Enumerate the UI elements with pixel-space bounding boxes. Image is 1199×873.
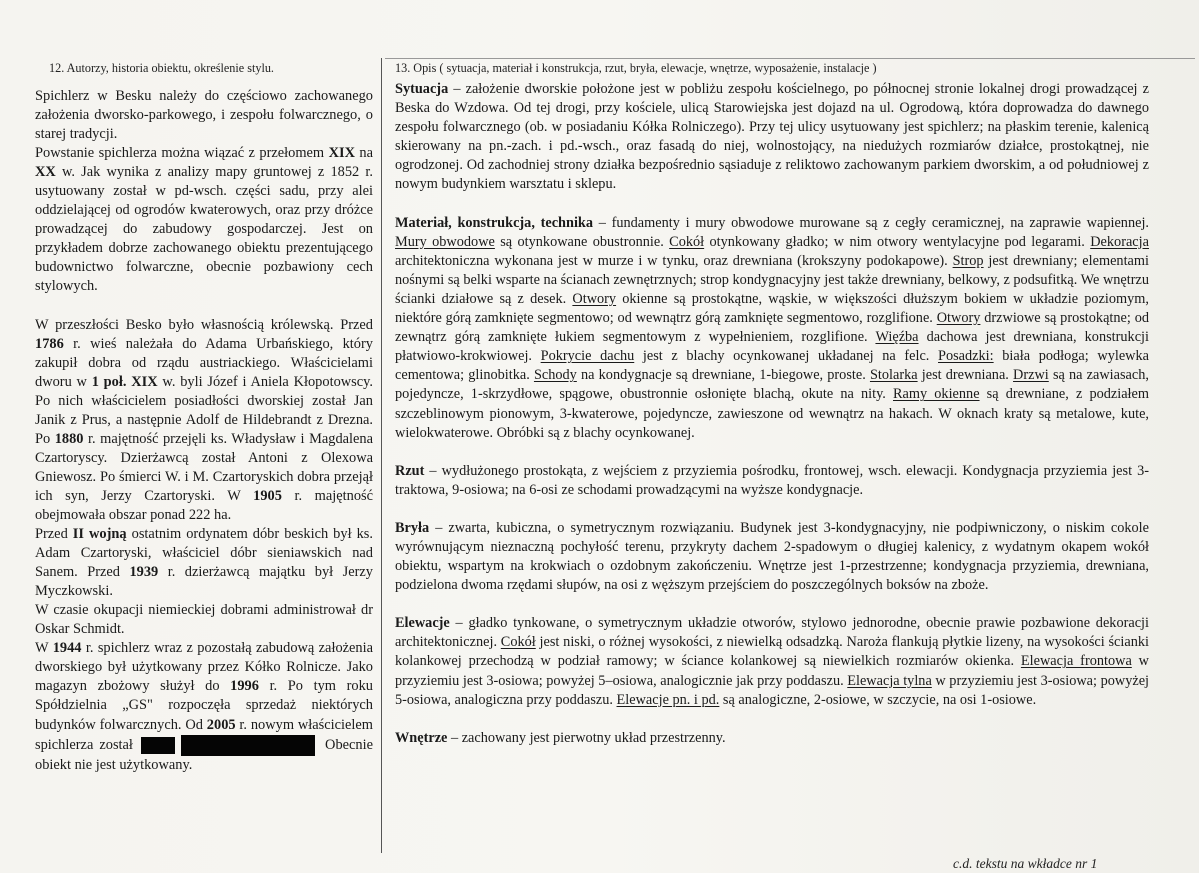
redacted-block xyxy=(181,735,315,756)
history-paragraph-5: W czasie okupacji niemieckiej dobrami administrował dr Oskar Schmidt. xyxy=(35,602,373,638)
bryla-paragraph: Bryła – zwarta, kubiczna, o symetrycznym rozwiązaniu. Budynek jest 3-kondygnacyjny, nie podpiwniczony, o niskim cokole wyrównującym nieznaczną pochyłość terenu, przykryty dachem 2-spadowym o długiej kalenicy, z wydatnym okapem wokół obiektu, wspartym na krokwiach o ozdobnym zakończeniu. Wnętrze jest 1-przestrzenne; kondygnacja przyziemia, drewniana, podzielona dwoma rzędami słupów, na osi z węższym przejściem do poszczególnych boksów na zboże. xyxy=(395,519,1149,594)
history-paragraph-4: Przed II wojną ostatnim ordynatem dóbr beskich był ks. Adam Czartoryski, właściciel dóbr sieniawskich nad Sanem. Przed 1939 r. dzierżawcą majątku był Jerzy Myczkowski. xyxy=(35,526,373,600)
history-paragraph-6: W 1944 r. spichlerz wraz z pozostałą zabudową założenia dworskiego był użytkowany przez Kółko Rolnicze. Jako magazyn zbożowy służył do 1996 r. Po tym roku Spółdzielnia „GS" rozpoczęła sprzedaż niektórych budynków folwarcznych. Od 2005 r. nowym właścicielem spichlerza został Obecnie obiekt nie jest użytkowany. xyxy=(35,640,373,773)
description-column xyxy=(395,60,1149,748)
column-divider xyxy=(381,58,382,853)
elewacje-paragraph: Elewacje – gładko tynkowane, o symetrycznym układzie otworów, stylowo jednorodne, obecnie prawie pozbawione dekoracji architektonicznej. Cokół jest niski, o różnej wysokości, z niewielką odsadzką. Naroża flankują płytkie lizeny, na wysokości ścianki kolankowej przechodzą w podział ramowy; w ściance kolankowej są niewielkich rozmiarów okienka. Elewacja frontowa w przyziemiu jest 3-osiowa; powyżej 5–osiowa, analogicznie jak przy poddaszu. Elewacja tylna w przyziemiu jest 3-osiowa; powyżej 5-osiowa, analogiczna przy poddaszu. Elewacje pn. i pd. są analogiczne, 2-osiowe, w szczycie, na osi 1-osiowe. xyxy=(395,615,1150,708)
wnetrze-paragraph: Wnętrze – zachowany jest pierwotny układ przestrzenny. xyxy=(395,729,726,746)
history-column xyxy=(35,60,373,775)
material-paragraph: Materiał, konstrukcja, technika – fundamenty i mury obwodowe murowane są z cegły ceramicznej, na zaprawie wapiennej. Mury obwodowe są otynkowane obustronnie. Cokół otynkowany gładko; w nim otwory wentylacyjne pod legarami. Dekoracja architektoniczna wykonana jest w murze i w tynku, oraz drewniana (krokszyny podokapowe). Strop jest drewniany; elementami nośnymi są belki wsparte na ścianach zewnętrznych; strop kondygnacyjny jest także drewniany, belkowy, z podsufitką. We wnętrzu ścianki działowe są z desek. Otwory okienne są prostokątne, wąskie, w większości dłuższym bokiem w układzie poziomym, niektóre górą zamknięte segmentowo; od wewnątrz górą zamknięte segmentowo, rozglifione. Otwory drzwiowe są prostokątne; od zewnątrz górą zamknięte łukiem segmentowym z wypełnieniem, rozglifione. Więźba dachowa jest drewniana, konstrukcji płatwiowo-krokwiowej. Pokrycie dachu jest z blachy ocynkowanej układanej na felc. Posadzki: biała podłoga; wylewka cementowa; glinobitka. Schody na kondygnacje są drewniane, 1-biegowe, proste. Stolarka jest drewniana. Drzwi są na zawiasach, pojedyncze, 1-skrzydłowe, spągowe, obustronnie osłonięte blachą, okute na nity. Ramy okienne są drewniane, z podziałem szczeblinowym pionowym, 3-kwaterowe, pojedyncze, zawieszone od wewnątrz na hakach. W oknach kraty są metalowe, kute, wielokwaterowe. Obróbki są z blachy ocynkowanej. xyxy=(395,214,1149,441)
history-paragraph-3: W przeszłości Besko było własnością królewską. Przed 1786 r. wieś należała do Adama Urbańskiego, który zakupił dobra od rządu austriackiego. Właścicielami dworu w 1 poł. XIX w. byli Józef i Aniela Kłopotowscy. Po nich właścicielem posiadłości dworskiej został Jan Janik z Prus, a następnie Adolf de Hildebrandt z Drezna. Po 1880 r. majętność przejęli ks. Władysław i Magdalena Czartoryscy. Dzierżawcą został Antoni z Olexowa Gniewosz. Po śmierci W. i M. Czartoryskich dobra przejął ich syn, Jerzy Czartoryski. W 1905 r. majętność obejmowała obszar ponad 222 ha. xyxy=(35,316,374,523)
history-paragraph-1: Spichlerz w Besku należy do częściowo zachowanego założenia dworsko-parkowego, i zespołu folwarcznego, o starej tradycji. xyxy=(35,88,373,143)
section-12-heading: 12. Autorzy, historia obiektu, określenie stylu. xyxy=(49,61,274,75)
continuation-note: c.d. tekstu na wkładce nr 1 xyxy=(953,856,1098,871)
sytuacja-paragraph: Sytuacja – założenie dworskie położone jest w pobliżu zespołu kościelnego, po północnej stronie lokalnej drogi prowadzącej z Beska do Wzdowa. Od tej drogi, przy kościele, ulicą Starowiejska jest dojazd na ul. Ogrodową, która doprowadza do dawnego zespołu folwarcznego (ob. w posiadaniu Kółka Rolniczego). Przy tej ulicy usytuowany jest spichlerz; na płaskim terenie, kalenicą skierowany na pn.-zach. i pd.-wsch., oraz fasadą do niej, wolnostojący, na niedużych rozmiarów działce, prostokątnej, nie ogrodzonej. Od zachodniej strony działka bezpośrednio sąsiaduje z reliktowo zachowanym parkiem dworskim, a od południowej z nowym budynkiem warsztatu i sklepu. xyxy=(395,81,1149,193)
history-paragraph-2: Powstanie spichlerza można wiązać z przełomem XIX na XX w. Jak wynika z analizy mapy gruntowej z 1852 r. usytuowany został w pd-wsch. części sadu, przy alei oddzielającej od ogrodów kwaterowych, oraz przy dróżce prowadzącej do zabudowy gospodarczej. Jest on przykładem dobrze zachowanego obiektu prezentującego budownictwo folwarczne, obecnie pozbawiony cech stylowych. xyxy=(35,145,373,295)
rzut-paragraph: Rzut – wydłużonego prostokąta, z wejściem z przyziemia pośrodku, frontowej, wsch. elewacji. Kondygnacja przyziemia jest 3-traktowa, 9-osiowa; na 6-osi ze schodami prowadzącymi na wyższe kondygnacje. xyxy=(395,462,1149,498)
header-rule xyxy=(385,58,1195,59)
section-13-heading: 13. Opis ( sytuacja, materiał i konstrukcja, rzut, bryła, elewacje, wnętrze, wyposażenie, instalacje ) xyxy=(395,61,877,75)
redacted-block xyxy=(141,737,175,754)
